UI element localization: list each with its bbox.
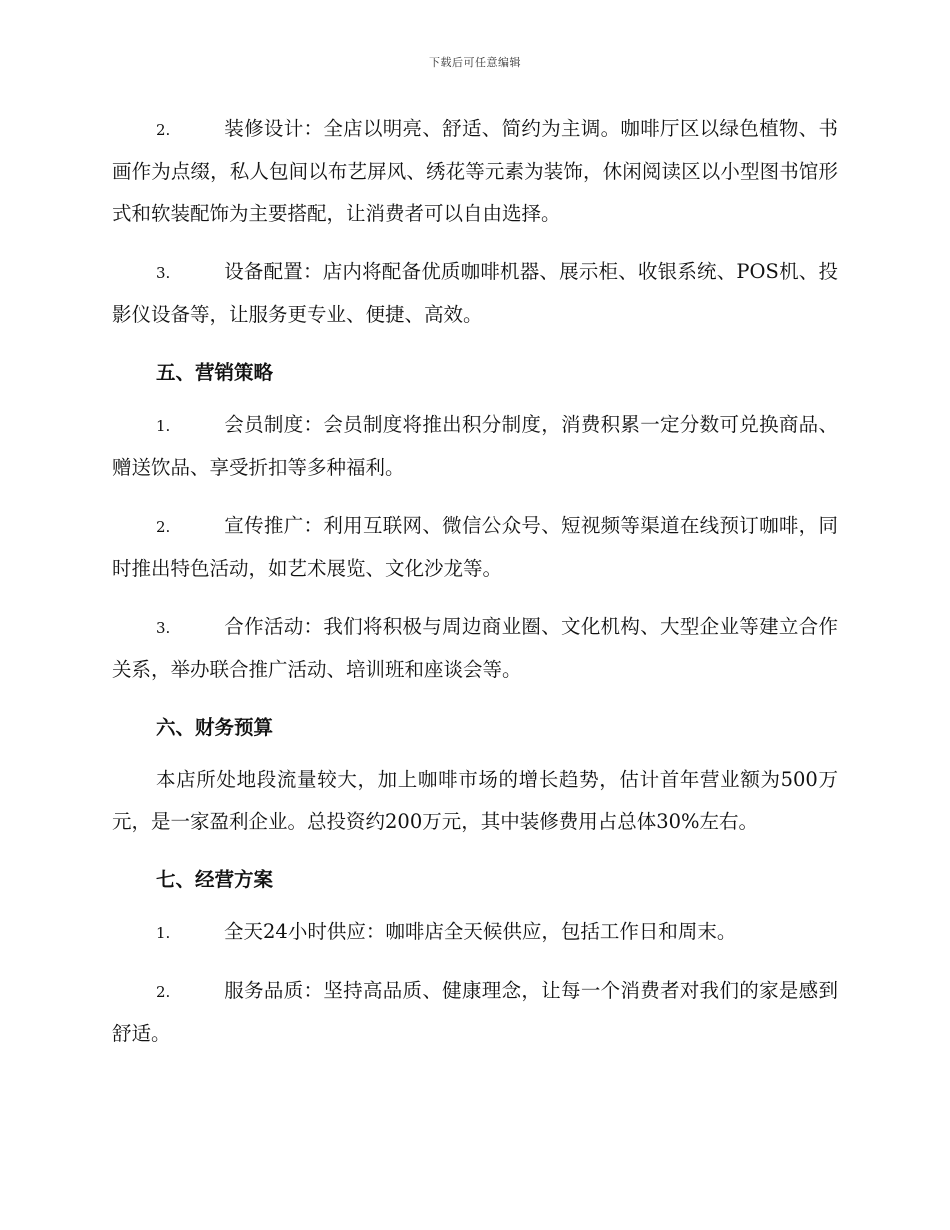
- list-item-text: 合作活动：我们将积极与周边商业圈、文化机构、大型企业等建立合作关系，举办联合推广活动、培训班和座谈会等。: [112, 615, 838, 681]
- list-number: 3.: [156, 264, 171, 282]
- section-heading: 六、财务预算: [156, 716, 274, 739]
- section-heading: 五、营销策略: [156, 361, 274, 384]
- list-item-text: 会员制度：会员制度将推出积分制度，消费积累一定分数可兑换商品、赠送饮品、享受折扣等多种福利。: [112, 413, 838, 479]
- list-item: [112, 404, 838, 489]
- body-paragraph: 本店所处地段流量较大，加上咖啡市场的增长趋势，估计首年营业额为500万元，是一家盈利企业。总投资约200万元，其中装修费用占总体30%左右。: [112, 768, 838, 833]
- list-item-text: 服务品质：坚持高品质、健康理念，让每一个消费者对我们的家是感到舒适。: [112, 979, 838, 1045]
- list-item-text: 装修设计：全店以明亮、舒适、简约为主调。咖啡厅区以绿色植物、书画作为点缀，私人包间以布艺屏风、绣花等元素为装饰，休闲阅读区以小型图书馆形式和软装配饰为主要搭配，让消费者可以自由选择。: [112, 117, 838, 225]
- section-heading: 七、经营方案: [156, 868, 274, 891]
- list-number: 1.: [156, 924, 171, 942]
- list-number: 1.: [156, 417, 171, 435]
- list-item: [112, 970, 838, 1055]
- list-item: [112, 108, 838, 235]
- list-item-text: 宣传推广：利用互联网、微信公众号、短视频等渠道在线预订咖啡，同时推出特色活动，如艺术展览、文化沙龙等。: [112, 514, 838, 580]
- list-item: [112, 606, 838, 691]
- page-header: 下载后可任意编辑: [429, 56, 521, 69]
- document-body: [112, 108, 838, 1071]
- list-number: 3.: [156, 619, 171, 637]
- list-item: [112, 251, 838, 336]
- list-item-text: 设备配置：店内将配备优质咖啡机器、展示柜、收银系统、POS机、投影仪设备等，让服务更专业、便捷、高效。: [112, 260, 838, 326]
- list-number: 2.: [156, 121, 171, 139]
- list-item: [112, 911, 838, 954]
- list-item-text: 全天24小时供应：咖啡店全天候供应，包括工作日和周末。: [224, 920, 737, 943]
- list-number: 2.: [156, 983, 171, 1001]
- list-number: 2.: [156, 518, 171, 536]
- list-item: [112, 505, 838, 590]
